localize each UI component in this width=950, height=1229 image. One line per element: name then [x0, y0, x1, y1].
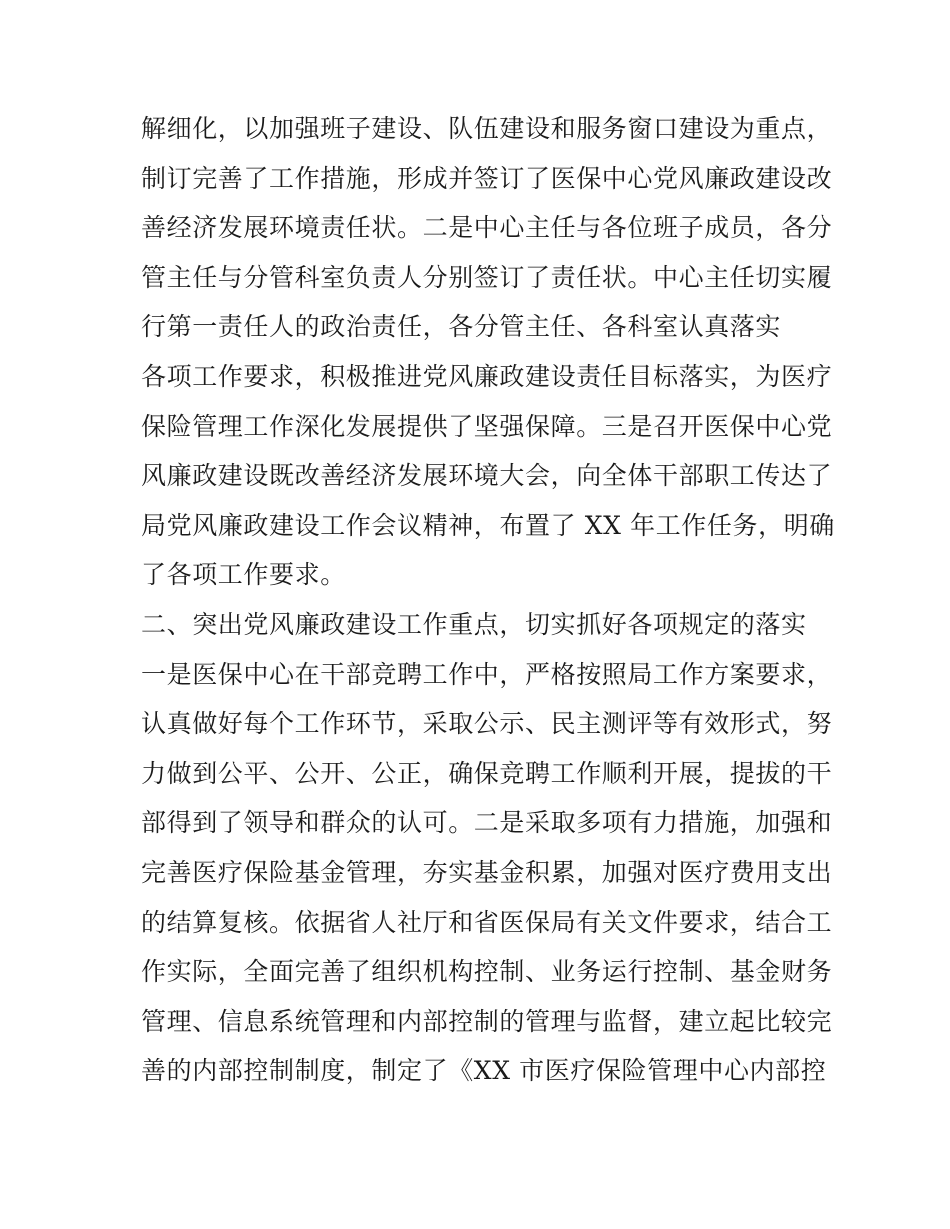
text-line: 各项工作要求，积极推进党风廉政建设责任目标落实，为医疗 [141, 361, 833, 391]
text-line: 解细化，以加强班子建设、队伍建设和服务窗口建设为重点， [141, 114, 833, 143]
text-line: 风廉政建设既改善经济发展环境大会，向全体干部职工传达了 [141, 461, 833, 491]
text-line: 的结算复核。依据省人社厅和省医保局有关文件要求，结合工 [141, 907, 833, 937]
text-line: 部得到了领导和群众的认可。二是采取多项有力措施，加强和 [141, 808, 833, 838]
text-line: 制订完善了工作措施，形成并签订了医保中心党风廉政建设改 [141, 163, 833, 193]
body-text [141, 104, 835, 1096]
text-line: 管主任与分管科室负责人分别签订了责任状。中心主任切实履 [141, 262, 833, 292]
text-line: 局党风廉政建设工作会议精神，布置了 XX 年工作任务，明确 [141, 510, 835, 540]
text-line: 善经济发展环境责任状。二是中心主任与各位班子成员，各分 [141, 213, 833, 243]
text-line: 管理、信息系统管理和内部控制的管理与监督，建立起比较完 [141, 1006, 833, 1036]
text-line: 认真做好每个工作环节，采取公示、民主测评等有效形式，努 [141, 709, 833, 739]
section-heading: 二、突出党风廉政建设工作重点，切实抓好各项规定的落实 [141, 609, 807, 639]
text-line: 了各项工作要求。 [141, 560, 346, 590]
text-line: 力做到公平、公开、公正，确保竞聘工作顺利开展，提拔的干 [141, 758, 833, 788]
text-line: 一是医保中心在干部竞聘工作中，严格按照局工作方案要求， [141, 659, 833, 689]
text-line: 善的内部控制制度，制定了《XX 市医疗保险管理中心内部控 [141, 1056, 827, 1086]
text-line: 作实际，全面完善了组织机构控制、业务运行控制、基金财务 [141, 957, 833, 987]
text-line: 行第一责任人的政治责任，各分管主任、各科室认真落实 [141, 312, 782, 342]
text-line: 完善医疗保险基金管理，夯实基金积累，加强对医疗费用支出 [141, 857, 833, 887]
text-line: 保险管理工作深化发展提供了坚强保障。三是召开医保中心党 [141, 411, 833, 441]
